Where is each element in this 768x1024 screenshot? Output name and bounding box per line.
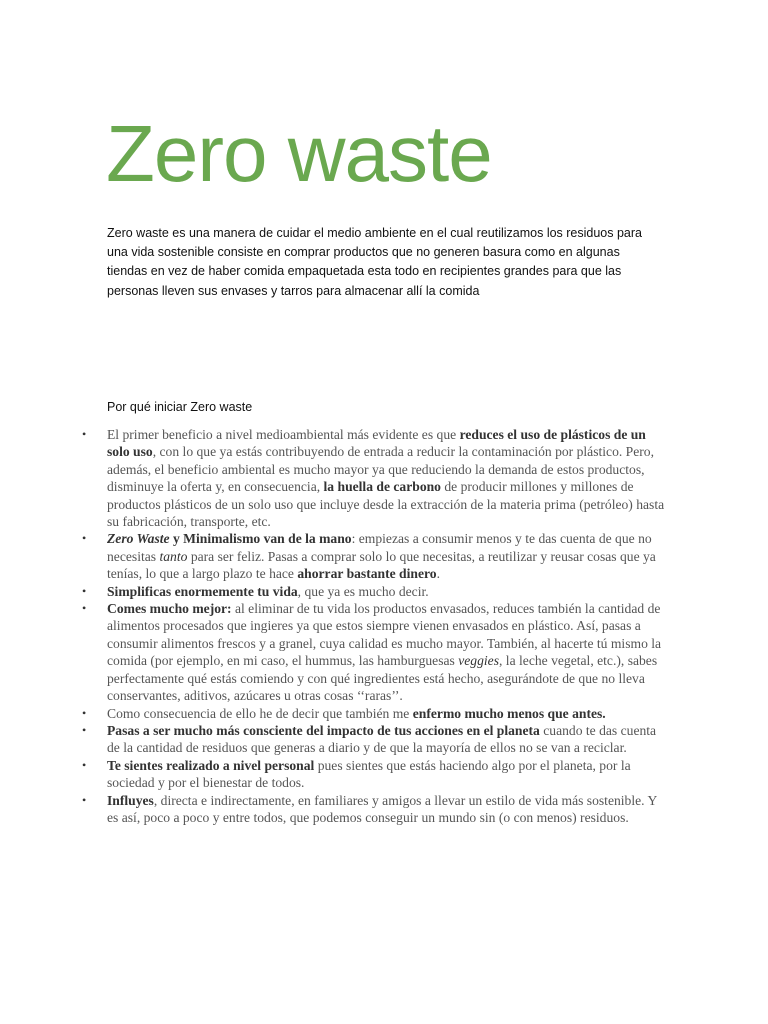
benefit-text: Como consecuencia de ello he de decir que también me <box>107 705 413 721</box>
benefit-text: , la leche vegetal, etc.), sabes perfectamente qué estás comiendo y con qué ingredientes está hecho, asegurándote de que no lleva conservantes, aditivos, azúcares u otras cosas ‘‘raras’’. <box>107 653 658 704</box>
benefit-text: de producir millones y millones de productos plásticos de un solo uso que incluye desde la extracción de la materia prima (petróleo) hasta su fabricación, transporte, etc. <box>107 479 665 530</box>
benefit-emphasis: Influyes <box>107 792 154 808</box>
bullet-icon: • <box>82 531 87 546</box>
benefit-emphasis: enfermo mucho menos que antes. <box>412 705 606 721</box>
bullet-icon: • <box>82 722 87 737</box>
benefit-item-8 <box>76 792 666 827</box>
benefit-emphasis: ahorrar bastante dinero <box>297 566 437 582</box>
bullet-icon: • <box>82 705 87 720</box>
benefit-text: , que ya es mucho decir. <box>297 583 429 599</box>
benefit-item-5 <box>76 705 666 722</box>
benefit-italic: tanto <box>159 548 188 564</box>
benefit-emphasis: la huella de carbono <box>323 479 441 495</box>
bullet-icon: • <box>82 757 87 772</box>
benefit-text: El primer beneficio a nivel medioambiental más evidente es que <box>107 427 460 442</box>
benefit-emphasis: Pasas a ser mucho más consciente del impacto de tus acciones en el planeta <box>107 722 540 738</box>
benefit-emphasis: reduces el uso de plásticos de un solo uso <box>107 427 646 460</box>
document-title: Zero waste <box>106 109 492 198</box>
benefit-text: para ser feliz. Pasas a comprar solo lo que necesitas, a reutilizar y reusar cosas que ya tenías, lo que a largo plazo te hace <box>107 548 656 582</box>
benefit-item-3 <box>76 583 666 600</box>
benefit-text: cuando te das cuenta de la cantidad de residuos que generas a diario y de que la mayoría de ellos no se van a reciclar. <box>107 722 657 756</box>
benefit-text: , directa e indirectamente, en familiares y amigos a llevar un estilo de vida más sostenible. Y es así, poco a poco y entre todos, que podemos conseguir un mundo sin (o con menos) residuos. <box>107 792 657 825</box>
bullet-icon: • <box>82 792 87 807</box>
benefit-text: , con lo que ya estás contribuyendo de entrada a reducir la contaminación por plástico. Pero, además, el beneficio ambiental es mucho mayor ya que reduciendo la demanda de estos productos, disminuye la oferta y, en consecuencia, <box>107 444 655 495</box>
benefit-text: pues sientes que estás haciendo algo por el planeta, por la sociedad y por el bienestar de todos. <box>107 757 631 791</box>
benefit-text: . <box>436 566 440 582</box>
benefit-item-6 <box>76 722 666 757</box>
benefit-item-1 <box>76 426 666 530</box>
bullet-icon: • <box>82 427 87 441</box>
benefit-item-2 <box>76 530 666 582</box>
bullet-icon: • <box>82 583 87 598</box>
benefit-emphasis: Simplificas enormemente tu vida <box>107 583 298 599</box>
benefit-italic: veggies <box>458 653 499 669</box>
benefit-emphasis: y Minimalismo van de la mano <box>169 531 352 547</box>
section-heading: Por qué iniciar Zero waste <box>107 400 253 414</box>
intro-paragraph: Zero waste es una manera de cuidar el medio ambiente en el cual reutilizamos los residuos para una vida sostenible consiste en comprar productos que no generen basura como en algunas tiendas en vez de haber comida empaquetada esta todo en recipientes grandes para que las personas lleven sus envases y tarros para almacenar allí la comida <box>107 226 643 298</box>
benefit-item-4 <box>76 600 666 704</box>
benefit-text: : empiezas a consumir menos y te das cuenta de que no necesitas <box>107 531 652 564</box>
benefit-emphasis-italic: Zero Waste <box>107 531 170 547</box>
bullet-icon: • <box>82 601 87 616</box>
benefits-list <box>76 426 666 826</box>
benefit-emphasis: Te sientes realizado a nivel personal <box>107 757 315 773</box>
benefit-emphasis: Comes mucho mejor: <box>107 601 232 617</box>
benefit-text: al eliminar de tu vida los productos envasados, reduces también la cantidad de alimentos procesados que ingieres ya que estos siempre vienen envasados en plástico. Así, pasas a consumir alimentos frescos y a granel, cuya calidad es mucho mayor. También, al hacerte tú mismo la comida (por ejemplo, en mi caso, el hummus, las hamburguesas <box>107 601 662 669</box>
benefit-item-7 <box>76 757 666 792</box>
